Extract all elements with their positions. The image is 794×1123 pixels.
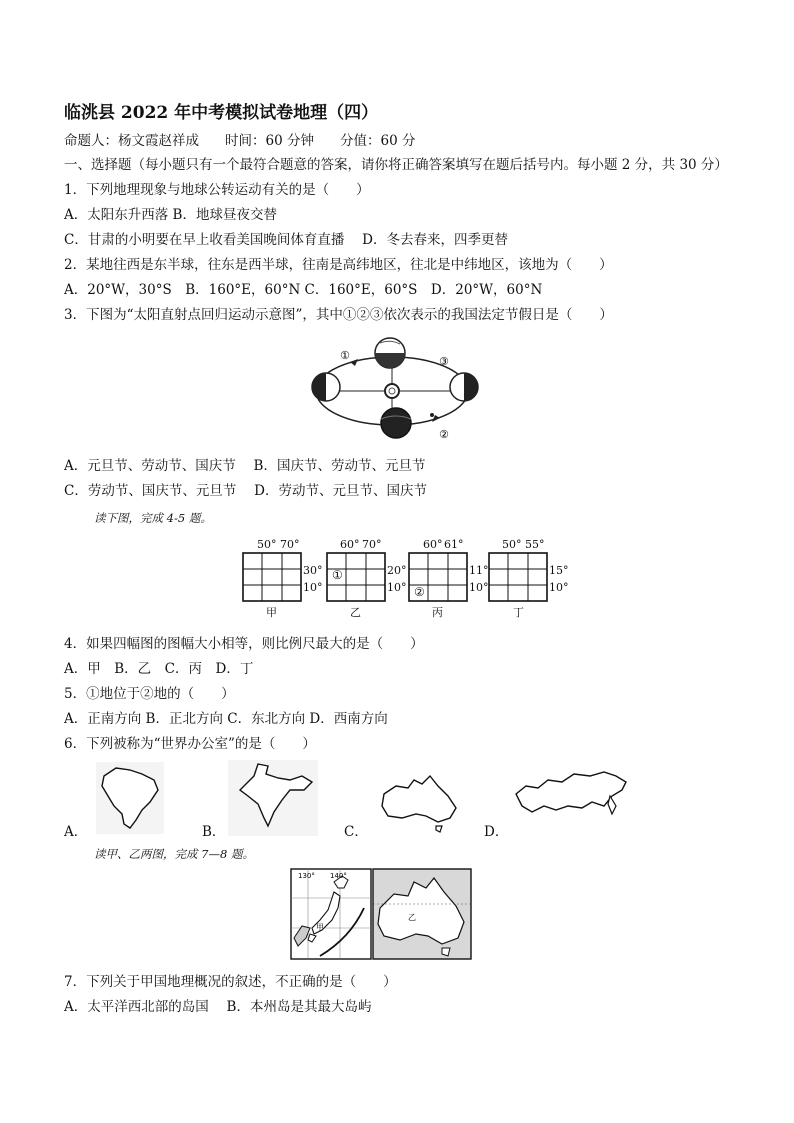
grid-jia-name: 甲	[266, 606, 277, 619]
q1-stem: 1．下列地理现象与地球公转运动有关的是（ ）	[64, 182, 370, 198]
marker-1: ①	[340, 349, 350, 362]
q6-stem: 6．下列被称为“世界办公室”的是（ ）	[64, 736, 316, 752]
instruction-4-5: 读下图，完成 4-5 题。	[94, 511, 212, 525]
japan-lon-130: 130°	[298, 872, 315, 880]
q6-option-b-label: B．	[202, 824, 226, 840]
q6-option-c-label: C．	[344, 824, 368, 840]
grid-bing-side-top: 11°	[469, 564, 489, 577]
grid-jia	[242, 552, 302, 602]
grid-bing-top-right: 61°	[444, 538, 464, 551]
q1-options-cd: C．甘肃的小明要在早上收看美国晚间体育直播 D．冬去春来，四季更替	[64, 232, 508, 248]
time-text: 时间：60 分钟	[225, 133, 314, 149]
grid-maps-figure	[240, 538, 570, 620]
grid-jia-top-left: 50°	[257, 538, 277, 551]
india-outline-map	[228, 760, 318, 836]
grid-bing-name: 丙	[432, 606, 443, 619]
q3-options-ab: A．元旦节、劳动节、国庆节 B．国庆节、劳动节、元旦节	[64, 458, 426, 474]
q3-stem: 3．下图为“太阳直射点回归运动示意图”，其中①②③依次表示的我国法定节假日是（ ）	[64, 307, 613, 323]
australia-label: 乙	[408, 913, 416, 922]
q6-option-a-label: A．	[64, 824, 88, 840]
q5-options: A．正南方向 B．正北方向 C．东北方向 D．西南方向	[64, 711, 388, 727]
japan-lon-140: 140°	[330, 872, 347, 880]
grid-ding-side-bottom: 10°	[549, 581, 569, 594]
q3-options-cd: C．劳动节、国庆节、元旦节 D．劳动节、元旦节、国庆节	[64, 483, 427, 499]
marker-3: ③	[439, 355, 449, 368]
instruction-7-8: 读甲、乙两图，完成 7—8 题。	[94, 847, 254, 861]
grid-ding-side-top: 15°	[549, 564, 569, 577]
author-text: 命题人：杨文霞赵祥成	[64, 133, 199, 149]
page-title: 临洮县 2022 年中考模拟试卷地理（四）	[64, 103, 379, 123]
japan-map	[290, 868, 372, 960]
grid-jia-side-bottom: 10°	[303, 581, 323, 594]
brazil-outline-map	[96, 762, 164, 834]
q2-stem: 2．某地往西是东半球，往东是西半球，往南是高纬地区，往北是中纬地区，该地为（ ）	[64, 257, 613, 273]
grid-yi-side-top: 20°	[387, 564, 407, 577]
grid-jia-top-right: 70°	[280, 538, 300, 551]
q1-options-ab: A．太阳东升西落 B．地球昼夜交替	[64, 207, 277, 223]
grid-yi-name: 乙	[350, 606, 361, 619]
q4-options: A．甲 B．乙 C．丙 D．丁	[64, 661, 254, 677]
q2-options: A．20°W，30°S B．160°E，60°N C．160°E，60°S D．20°W，60°N	[64, 282, 543, 298]
grid-yi-top-right: 70°	[362, 538, 382, 551]
grid-yi-side-bottom: 10°	[387, 581, 407, 594]
sun-migration-diagram	[300, 335, 490, 445]
grid-yi-marker: ①	[332, 568, 343, 582]
grid-bing-top-left: 60°	[423, 538, 443, 551]
grid-jia-side-top: 30°	[303, 564, 323, 577]
marker-2: ②	[439, 428, 449, 441]
exam-meta	[64, 132, 415, 150]
section-heading: 一、选择题（每小题只有一个最符合题意的答案，请你将正确答案填写在题后括号内。每小题 2 分，共 30 分）	[64, 157, 728, 173]
japan-label: 甲	[316, 923, 324, 932]
score-text: 分值：60 分	[339, 133, 416, 149]
grid-bing-side-bottom: 10°	[469, 581, 489, 594]
russia-outline-map	[512, 766, 632, 826]
grid-ding-name: 丁	[513, 606, 524, 619]
grid-ding	[488, 552, 548, 602]
grid-ding-top-left: 50°	[502, 538, 522, 551]
q4-stem: 4．如果四幅图的图幅大小相等，则比例尺最大的是（ ）	[64, 636, 424, 652]
q5-stem: 5．①地位于②地的（ ）	[64, 686, 235, 702]
q7-stem: 7．下列关于甲国地理概况的叙述，不正确的是（ ）	[64, 974, 397, 990]
grid-bing-marker: ②	[414, 585, 425, 599]
grid-yi-top-left: 60°	[340, 538, 360, 551]
grid-ding-top-right: 55°	[525, 538, 545, 551]
q7-options-ab: A．太平洋西北部的岛国 B．本州岛是其最大岛屿	[64, 999, 372, 1015]
australia-outline-map	[376, 770, 466, 834]
q6-option-d-label: D．	[484, 824, 509, 840]
australia-map	[372, 868, 472, 960]
